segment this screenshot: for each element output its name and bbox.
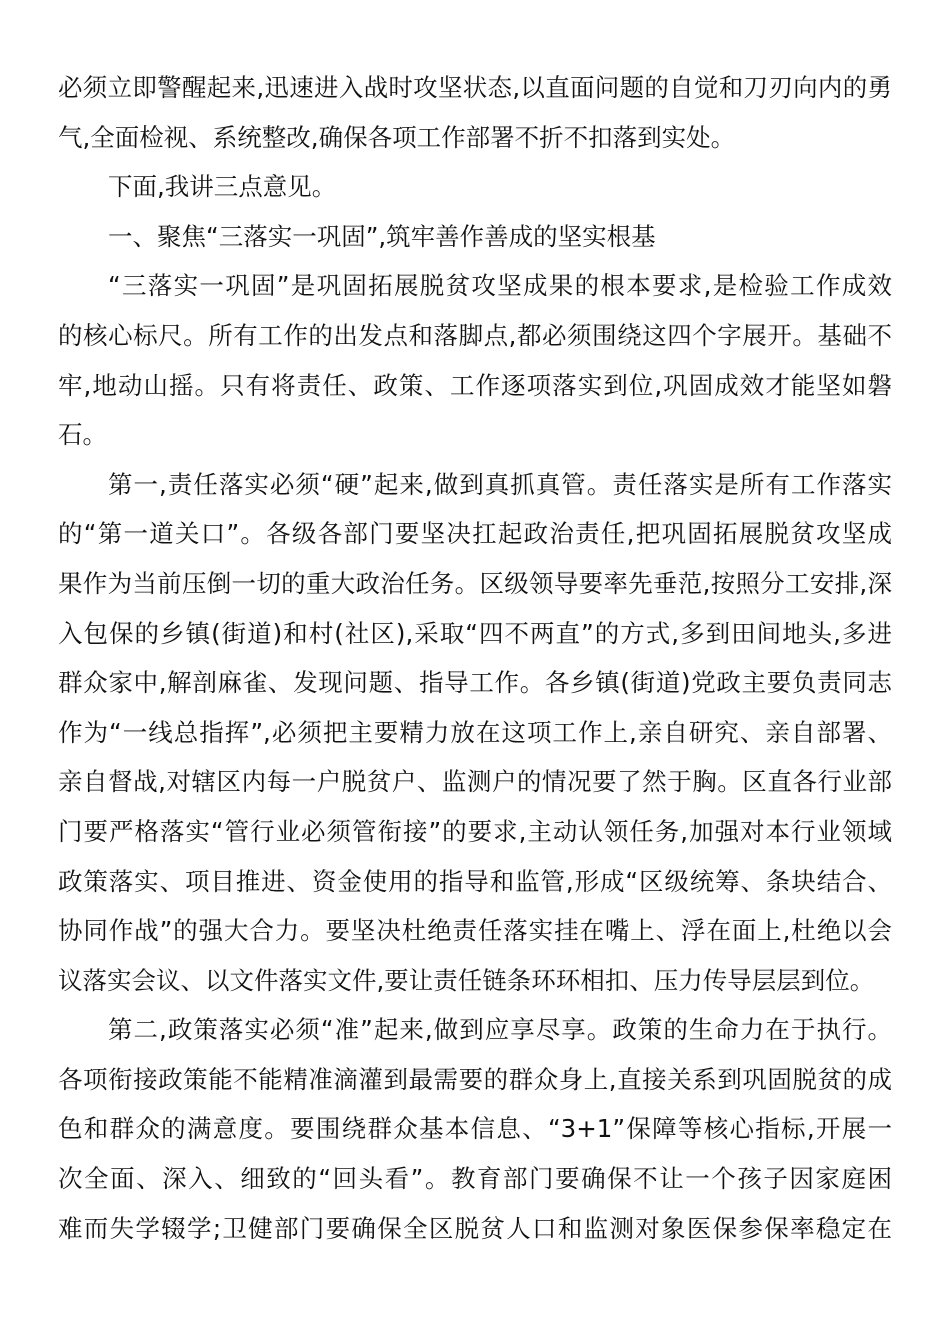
paragraph-section-1-intro [58, 261, 892, 459]
text-line: 入包保的乡镇(街道)和村(社区),采取“四不两直”的方式,多到田间地头,多进 [58, 618, 892, 648]
text-line: 石。 [58, 420, 107, 450]
paragraph-point-1 [58, 460, 892, 1006]
text-line: 气,全面检视、系统整改,确保各项工作部署不折不扣落到实处。 [58, 122, 736, 152]
heading-text: 一、聚焦“三落实一巩固”,筑牢善作善成的坚实根基 [108, 221, 656, 251]
text-line: 第二,政策落实必须“准”起来,做到应享尽享。政策的生命力在于执行。 [108, 1015, 892, 1045]
text-line: 次全面、深入、细致的“回头看”。教育部门要确保不让一个孩子因家庭困 [58, 1164, 892, 1194]
text-line: 议落实会议、以文件落实文件,要让责任链条环环相扣、压力传导层层到位。 [58, 965, 875, 995]
text-line: 下面,我讲三点意见。 [108, 172, 337, 202]
text-line: “三落实一巩固”是巩固拓展脱贫攻坚成果的根本要求,是检验工作成效 [108, 271, 892, 301]
text-line: 的“第一道关口”。各级各部门要坚决扛起政治责任,把巩固拓展脱贫攻坚成 [58, 519, 892, 549]
text-line: 色和群众的满意度。要围绕群众基本信息、“3+1”保障等核心指标,开展一 [58, 1114, 892, 1144]
text-line: 果作为当前压倒一切的重大政治任务。区级领导要率先垂范,按照分工安排,深 [58, 568, 892, 598]
text-line: 协同作战”的强大合力。要坚决杜绝责任落实挂在嘴上、浮在面上,杜绝以会 [58, 916, 892, 946]
text-line: 政策落实、项目推进、资金使用的指导和监管,形成“区级统筹、条块结合、 [58, 866, 892, 896]
text-line: 亲自督战,对辖区内每一户脱贫户、监测户的情况要了然于胸。区直各行业部 [58, 767, 892, 797]
text-line: 必须立即警醒起来,迅速进入战时攻坚状态,以直面问题的自觉和刀刃向内的勇 [58, 73, 892, 102]
text-line: 群众家中,解剖麻雀、发现问题、指导工作。各乡镇(街道)党政主要负责同志 [58, 668, 892, 698]
text-line: 作为“一线总指挥”,必须把主要精力放在这项工作上,亲自研究、亲自部署、 [58, 717, 892, 747]
paragraph-transition [58, 162, 892, 212]
paragraph-point-2 [58, 1005, 892, 1253]
text-line: 第一,责任落实必须“硬”起来,做到真抓真管。责任落实是所有工作落实 [108, 469, 892, 499]
section-heading-1 [58, 212, 892, 262]
paragraph-intro-continued [58, 63, 892, 162]
text-line: 门要严格落实“管行业必须管衔接”的要求,主动认领任务,加强对本行业领域 [58, 816, 892, 846]
text-line: 的核心标尺。所有工作的出发点和落脚点,都必须围绕这四个字展开。基础不 [58, 320, 892, 350]
text-line: 难而失学辍学;卫健部门要确保全区脱贫人口和监测对象医保参保率稳定在 [58, 1213, 892, 1243]
document-page [58, 63, 892, 1253]
text-line: 各项衔接政策能不能精准滴灌到最需要的群众身上,直接关系到巩固脱贫的成 [58, 1064, 892, 1094]
text-line: 牢,地动山摇。只有将责任、政策、工作逐项落实到位,巩固成效才能坚如磐 [58, 370, 892, 400]
